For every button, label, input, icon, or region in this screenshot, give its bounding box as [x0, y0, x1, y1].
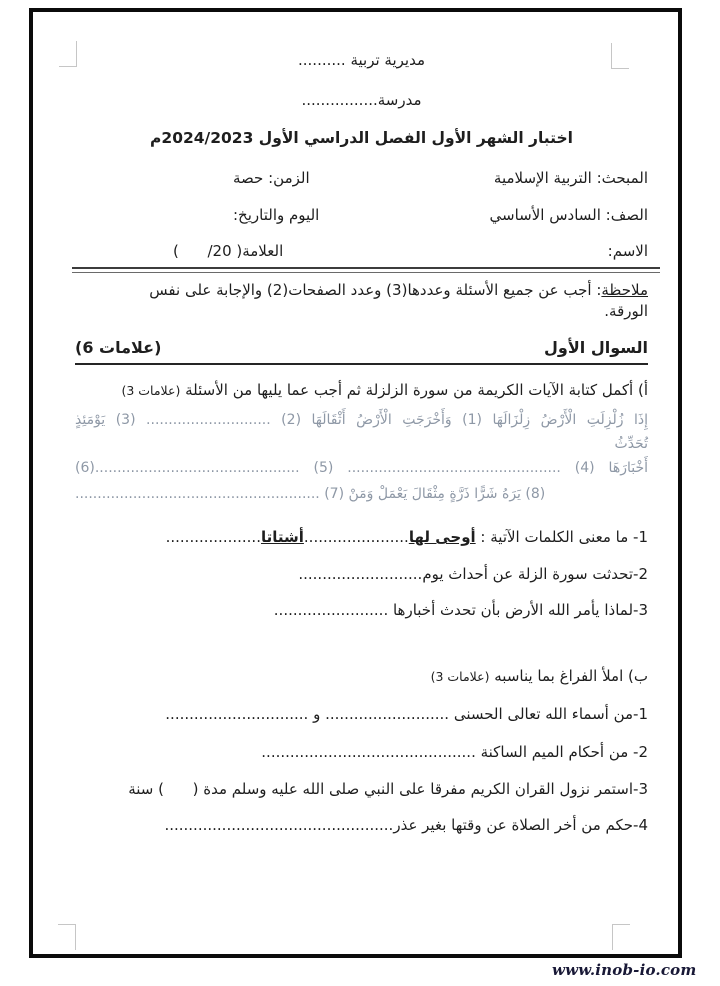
grade-row	[75, 205, 648, 226]
answer-blank-1: ......................	[303, 528, 409, 546]
exam-title-label: اختبار الشهر الأول الفصل الدراسي الأول 2024/2023م	[150, 129, 573, 147]
sub-question-1-prefix: 1- ما معنى الكلمات الآتية :	[475, 528, 648, 546]
note-paragraph	[75, 280, 648, 322]
question1-title: السوال الأول	[544, 338, 648, 357]
part-b-item-4: 4-حكم من أخر الصلاة عن وقتها بغير عذر................................................	[164, 816, 648, 834]
part-b-marks: (3 علامات)	[430, 669, 490, 684]
grade-field: الصف: السادس الأساسي	[489, 206, 648, 224]
day-date-field: اليوم والتاريخ:	[233, 206, 320, 224]
double-divider-line	[72, 267, 660, 273]
sub-question-3: 3-لماذا يأمر الله الأرض بأن تحدث أخبارها ........................	[273, 601, 648, 619]
quran-verse-line-4: ....................................................... (7) وَمَنْ‎ يَعْمَلْ‎ مِثْقَالَ‎ ذَرَّةٍ‎ شَرًّا‎ يَرَهُ‎ (8)	[75, 486, 546, 502]
school-line	[75, 90, 648, 111]
answer-blank-2: ....................	[165, 528, 261, 546]
directorate-line	[75, 50, 648, 71]
question1-header	[75, 337, 648, 365]
part-a-instruction	[75, 380, 648, 401]
score-field: العلامة( ‎/20 )	[173, 242, 284, 260]
school-label: مدرسة................	[301, 91, 422, 109]
name-row	[75, 241, 648, 262]
crop-mark-bottom-right-icon	[612, 924, 630, 950]
part-b-item-1: 1-من أسماء الله تعالى الحسنى .......................... و ..............................	[165, 705, 648, 723]
quran-verse-line-2: تُحَدِّثُ	[614, 436, 648, 452]
question1-marks: (6 علامات)	[75, 338, 162, 357]
quran-verse-line-3: أَخْبَارَهَا (4) ................................................ (5) ..............................................(6)	[75, 460, 648, 476]
sub-question-1	[75, 527, 648, 548]
directorate-label: مديرية تربية ..........	[298, 51, 425, 69]
subject-field: المبحث: التربية الإسلامية	[493, 169, 648, 187]
time-field: الزمن: حصة	[233, 169, 310, 187]
name-field: الاسم:	[607, 242, 648, 260]
note-label: ملاحظة	[601, 281, 648, 299]
vocab-word-2: أشتاتا	[260, 528, 304, 546]
quran-verse-line-1: إِذَا زُلْزِلَتِ الْأَرْضُ زِلْزَالَهَا (1) وَأَخْرَجَتِ الْأَرْضُ أَثْقَالَهَا (2) ............................ (3) يَوْمَئِذٍ	[75, 412, 648, 428]
note-text-line2: الورقة.	[604, 302, 648, 320]
part-b-header	[75, 666, 648, 687]
watermark-site-url: www.inob-io.com	[552, 961, 697, 979]
note-text-line1: : أجب عن جميع الأسئلة وعددها(3) وعدد الصفحات(2) والإجابة على نفس	[149, 281, 602, 299]
part-a-marks: (3 علامات)	[121, 383, 181, 398]
part-a-text: أ) أكمل كتابة الآيات الكريمة من سورة الزلزلة ثم أجب عما يليها من الأسئلة	[180, 381, 648, 399]
exam-title	[75, 128, 648, 150]
subject-row	[75, 168, 648, 189]
vocab-word-1: أوحى لها	[408, 528, 476, 546]
crop-mark-bottom-left-icon	[58, 924, 76, 950]
part-b-item-3: 3-استمر نزول القران الكريم مفرقا على النبي صلى الله عليه وسلم مدة ( ) سنة	[128, 780, 648, 798]
part-b-title: ب) املأ الفراغ بما يناسبه	[489, 667, 648, 685]
sub-question-2: 2-تحدثت سورة الزلة عن أحداث يوم..........................	[298, 565, 648, 583]
part-b-item-2: 2- من أحكام الميم الساكنة .............................................	[261, 743, 648, 761]
